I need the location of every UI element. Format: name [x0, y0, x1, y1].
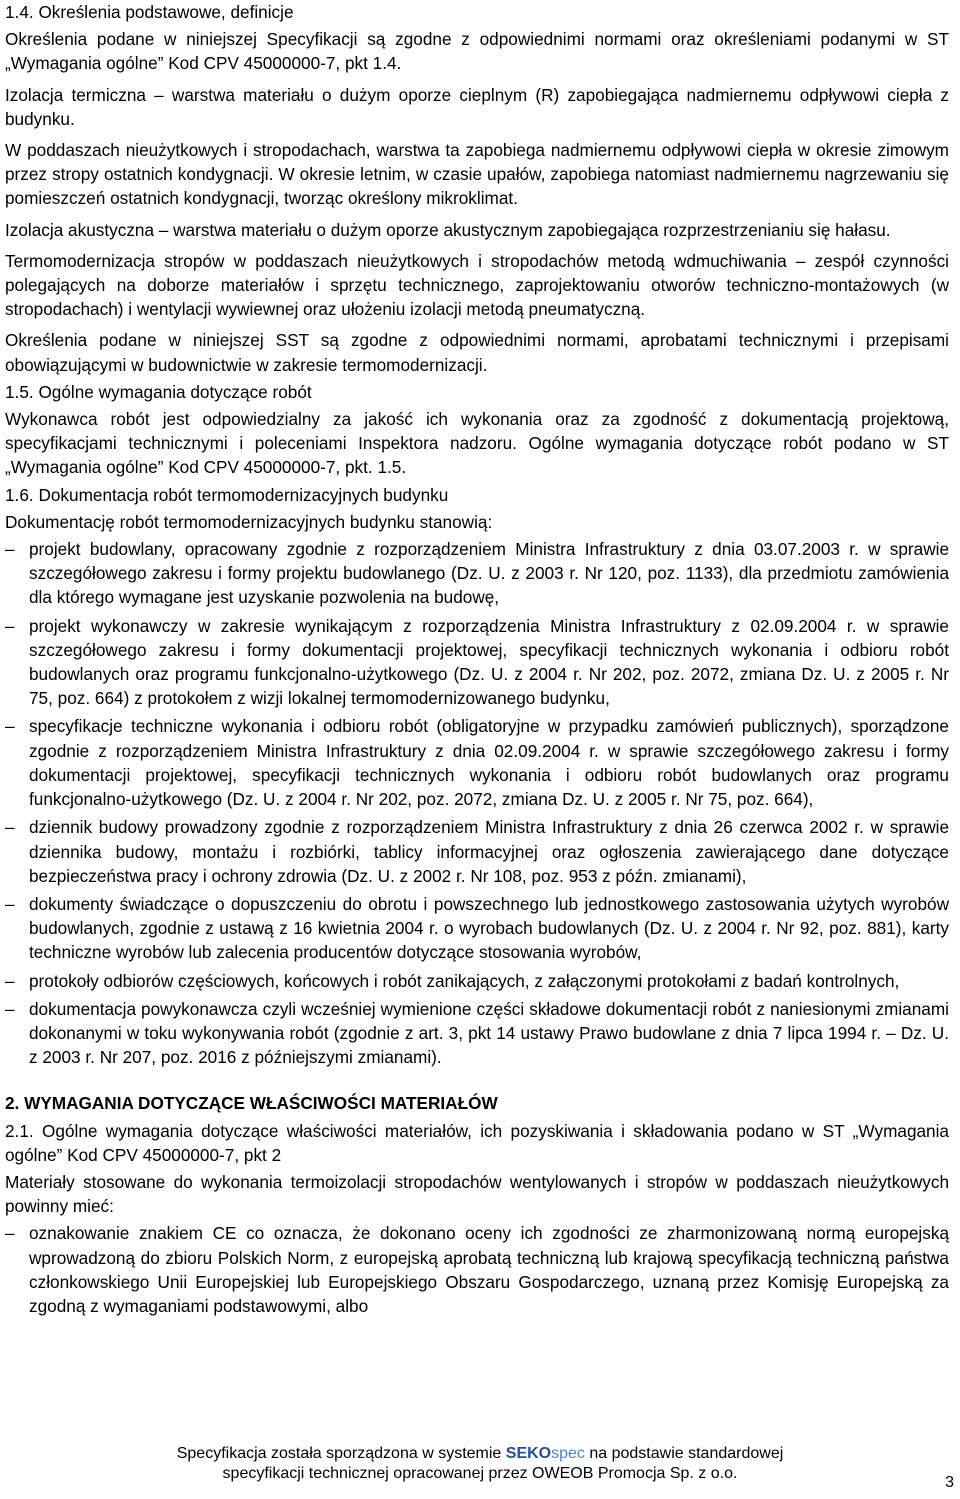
dash-bullet: –	[5, 893, 15, 914]
list-item-text: specyfikacje techniczne wykonania i odbioru robót (obligatoryjne w przypadku zamówień publicznych), sporządzone zgodnie z rozporządzeniem Ministra Infrastruktury z dnia 02.09.2004 r. w sprawie szczegółowego zakresu i formy dokumentacji projektowej, specyfikacji technicznych wykonania i odbioru robót budowlanych oraz programu funkcjonalno-użytkowego (Dz. U. z 2004 r. Nr 202, poz. 2072, zmiana Dz. U. z 2005 r. Nr 75, poz. 664),	[29, 716, 949, 810]
list-item	[5, 815, 949, 888]
footer-line-1	[0, 1444, 960, 1464]
materials-list	[5, 1221, 949, 1318]
paragraph-thermal-insulation: Izolacja termiczna – warstwa materiału o dużym oporze cieplnym (R) zapobiegająca nadmiernemu odpływowi ciepła z budynku.	[5, 84, 949, 129]
footer-text-post: na podstawie standardowej	[589, 1445, 784, 1462]
list-item-text: oznakowanie znakiem CE co oznacza, że dokonano oceny ich zgodności ze zharmonizowaną normą europejską wprowadzoną do zbioru Polskich Norm, z europejską aprobatą techniczną lub krajową specyfikacją techniczną państwa członkowskiego Unii Europejskiej lub Europejskiego Obszaru Gospodarczego, uznaną przez Komisję Europejską za zgodną z wymaganiami podstawowymi, albo	[29, 1223, 949, 1316]
paragraph-documentation-intro: Dokumentację robót termomodernizacyjnych budynku stanowią:	[5, 511, 493, 532]
section-heading-1-5: 1.5. Ogólne wymagania dotyczące robót	[5, 381, 312, 402]
logo-part-spec: spec	[551, 1445, 585, 1462]
paragraph-sst-definitions: Określenia podane w niniejszej SST są zgodne z odpowiednimi normami, aprobatami technicznymi i przepisami obowiązującymi w budownictwie w zakresie termomodernizacji.	[5, 330, 949, 375]
logo-part-seko: SEKO	[505, 1445, 552, 1462]
paragraph-definitions-intro: Określenia podane w niniejszej Specyfikacji są zgodne z odpowiednimi normami oraz określeniami podanymi w ST „Wymagania ogólne” Kod CPV 45000000-7, pkt 1.4.	[5, 29, 949, 74]
sekospec-logo	[506, 1445, 585, 1462]
list-item-text: dokumenty świadczące o dopuszczeniu do obrotu i powszechnego lub jednostkowego zastosowania użytych wyrobów budowlanych, zgodnie z ustawą z 16 kwietnia 2004 r. o wyrobach budowlanych (Dz. U. z 2004 r. Nr 92, poz. 881), karty techniczne wyrobów lub zalecenia producentów dotyczące stosowania wyrobów,	[29, 893, 949, 963]
list-item	[5, 1221, 949, 1318]
list-item-text: protokoły odbiorów częściowych, końcowych i robót zanikających, z załączonymi protokołami z badań kontrolnych,	[29, 970, 900, 991]
paragraph-thermomodernization: Termomodernizacja stropów w poddaszach nieużytkowych i stropodachów metodą wdmuchiwania – zespół czynności polegających na doborze materiałów i sprzętu technicznego, zaprojektowaniu otworów techniczno-montażowych (w stropodachach) i wentylacji wywiewnej oraz ułożeniu izolacji metodą pneumatyczną.	[5, 250, 949, 320]
paragraph-attic-insulation: W poddaszach nieużytkowych i stropodachach, warstwa ta zapobiega nadmiernemu odpływowi ciepła w okresie zimowym przez stropy ostatnich kondygnacji. W okresie letnim, w czasie upałów, zapobiega natomiast nadmiernemu nagrzewaniu się pomieszczeń ostatnich kondygnacji, tworząc określony mikroklimat.	[5, 140, 949, 209]
paragraph-general-requirements: Wykonawca robót jest odpowiedzialny za jakość ich wykonania oraz za zgodność z dokumentacją projektową, specyfikacjami technicznymi i poleceniami Inspektora nadzoru. Ogólne wymagania dotyczące robót podano w ST „Wymagania ogólne” Kod CPV 45000000-7, pkt. 1.5.	[5, 409, 949, 478]
document-page	[5, 0, 949, 1324]
list-item-text: dziennik budowy prowadzony zgodnie z rozporządzeniem Ministra Infrastruktury z dnia 26 czerwca 2002 r. w sprawie dziennika budowy, montażu i rozbiórki, tablicy informacyjnej oraz ogłoszenia zawierającego dane dotyczące bezpieczeństwa pracy i ochrony zdrowia (Dz. U. z 2002 r. Nr 108, poz. 953 z późn. zmianami),	[29, 817, 949, 886]
section-heading-2: 2. WYMAGANIA DOTYCZĄCE WŁAŚCIWOŚCI MATERIAŁÓW	[5, 1093, 498, 1114]
list-item	[5, 537, 949, 610]
dash-bullet: –	[5, 1223, 15, 1244]
dash-bullet: –	[5, 970, 15, 991]
list-item	[5, 614, 949, 711]
list-item	[5, 969, 949, 993]
dash-bullet: –	[5, 615, 15, 636]
section-heading-1-6: 1.6. Dokumentacja robót termomodernizacyjnych budynku	[5, 484, 449, 505]
paragraph-materials-general: 2.1. Ogólne wymagania dotyczące właściwości materiałów, ich pozyskiwania i składowania podano w ST „Wymagania ogólne” Kod CPV 45000000-7, pkt 2	[5, 1120, 949, 1165]
paragraph-acoustic-insulation: Izolacja akustyczna – warstwa materiału o dużym oporze akustycznym zapobiegająca rozprzestrzenianiu się hałasu.	[5, 219, 891, 240]
list-item	[5, 714, 949, 811]
list-item-text: projekt budowlany, opracowany zgodnie z rozporządzeniem Ministra Infrastruktury z dnia 03.07.2003 r. w sprawie szczegółowego zakresu i formy projektu budowlanego (Dz. U. z 2003 r. Nr 120, poz. 1133), dla przedmiotu zamówienia dla którego wymagane jest uzyskanie pozwolenia na budowę,	[29, 539, 949, 608]
dash-bullet: –	[5, 998, 15, 1019]
documentation-list	[5, 537, 949, 1069]
page-number: 3	[945, 1474, 954, 1491]
paragraph-materials-requirements: Materiały stosowane do wykonania termoizolacji stropodachów wentylowanych i stropów w poddaszach nieużytkowych powinny mieć:	[5, 1171, 949, 1217]
page-footer	[0, 1444, 960, 1484]
dash-bullet: –	[5, 817, 15, 838]
list-item-text: dokumentacja powykonawcza czyli wcześniej wymienione części składowe dokumentacji robót z naniesionymi zmianami dokonanymi w toku wykonywania robót (zgodnie z art. 3, pkt 14 ustawy Prawo budowlane z dnia 7 lipca 1994 r. – Dz. U. z 2003 r. Nr 207, poz. 2016 z późniejszymi zmianami).	[29, 998, 949, 1068]
section-heading-1-4: 1.4. Określenia podstawowe, definicje	[5, 2, 294, 22]
footer-line-2: specyfikacji technicznej opracowanej przez OWEOB Promocja Sp. z o.o.	[222, 1465, 738, 1482]
list-item	[5, 892, 949, 965]
dash-bullet: –	[5, 716, 15, 737]
list-item-text: projekt wykonawczy w zakresie wynikającym z rozporządzenia Ministra Infrastruktury z 02.09.2004 r. w sprawie szczegółowego zakresu i formy dokumentacji projektowej, specyfikacji technicznych wykonania i odbioru robót budowlanych oraz programu funkcjonalno-użytkowego (Dz. U. z 2004 r. Nr 202, poz. 2072, zmiana Dz. U. z 2005 r. Nr 75, poz. 664) z protokołem z wizji lokalnej termomodernizowanego budynku,	[29, 615, 949, 709]
list-item	[5, 997, 949, 1070]
footer-text-pre: Specyfikacja została sporządzona w systemie	[176, 1445, 502, 1462]
dash-bullet: –	[5, 539, 15, 560]
